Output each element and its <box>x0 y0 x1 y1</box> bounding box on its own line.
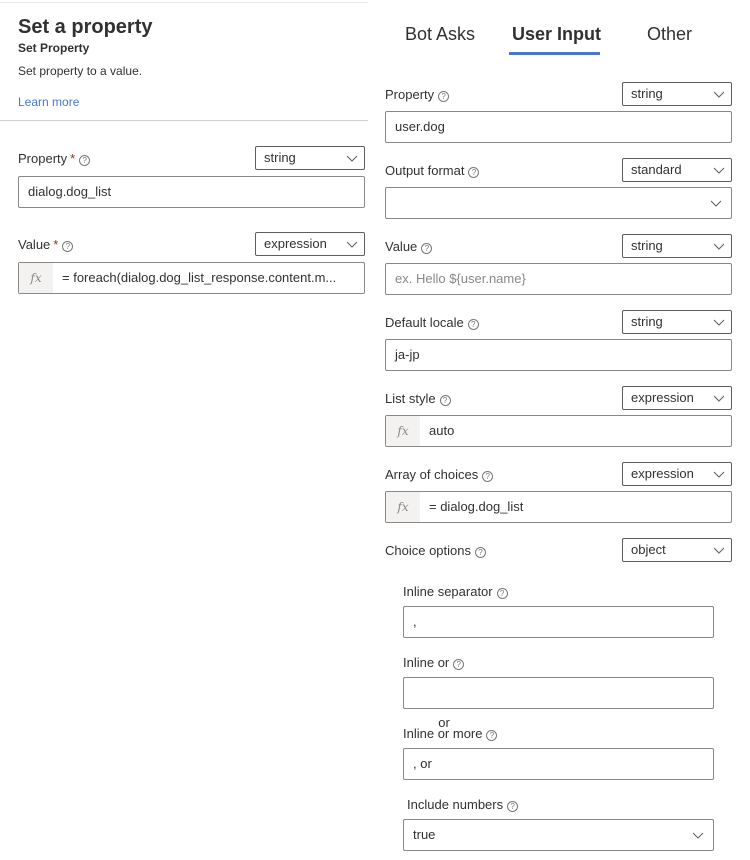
value-expression-input[interactable] <box>18 262 365 294</box>
inline-separator-label-text: Inline separator <box>403 584 493 599</box>
user-property-input[interactable] <box>385 111 732 143</box>
default-locale-input[interactable] <box>385 339 732 371</box>
chevron-down-icon <box>693 830 703 840</box>
user-property-label <box>385 87 449 103</box>
chevron-down-icon <box>714 165 724 175</box>
output-format-label-text: Output format <box>385 163 465 178</box>
help-icon[interactable]: ? <box>497 588 508 599</box>
header-divider <box>0 120 368 121</box>
output-format-type-dropdown[interactable] <box>622 158 732 182</box>
help-icon[interactable]: ? <box>421 243 432 254</box>
default-locale-label <box>385 315 479 331</box>
choice-options-label-text: Choice options <box>385 543 471 558</box>
include-numbers-dropdown[interactable] <box>403 819 714 851</box>
property-label <box>18 151 90 167</box>
include-numbers-label-text: Include numbers <box>407 797 504 812</box>
output-format-type-value: standard <box>631 162 682 177</box>
help-icon[interactable]: ? <box>79 155 90 166</box>
chevron-down-icon <box>714 241 724 251</box>
active-tab-indicator <box>509 52 600 55</box>
help-icon[interactable]: ? <box>468 167 479 178</box>
include-numbers-label <box>407 797 518 813</box>
user-value-input[interactable] <box>385 263 732 295</box>
inline-or-label <box>403 655 464 671</box>
property-type-dropdown[interactable] <box>255 146 365 170</box>
tab-bar <box>385 0 730 60</box>
list-style-type-dropdown[interactable] <box>622 386 732 410</box>
tab-other[interactable]: Other <box>647 24 693 44</box>
help-icon[interactable]: ? <box>475 547 486 558</box>
value-expression-text: = foreach(dialog.dog_list_response.content.m... <box>62 270 337 285</box>
help-icon[interactable]: ? <box>468 319 479 330</box>
fx-icon: fx <box>386 416 420 446</box>
inline-or-more-value: , or <box>413 756 432 771</box>
inline-or-more-label-text: Inline or more <box>403 726 483 741</box>
set-property-panel <box>0 0 368 860</box>
property-label-text: Property <box>18 151 68 166</box>
user-property-input-value: user.dog <box>395 119 445 134</box>
default-locale-type-dropdown[interactable] <box>622 310 732 334</box>
fx-icon: fx <box>19 263 53 293</box>
list-style-value: auto <box>429 423 455 438</box>
inline-or-value: or <box>434 715 450 730</box>
array-of-choices-type-value: expression <box>631 466 694 481</box>
output-format-dropdown[interactable] <box>385 187 732 219</box>
value-type-value: expression <box>264 236 327 251</box>
user-value-label-text: Value <box>385 239 418 254</box>
choice-options-type-value: object <box>631 542 666 557</box>
tab-user-input[interactable]: User Input <box>512 24 602 44</box>
inline-separator-input[interactable] <box>403 606 714 638</box>
chevron-down-icon <box>714 545 724 555</box>
chevron-down-icon <box>714 469 724 479</box>
array-of-choices-label <box>385 467 493 483</box>
user-value-type-dropdown[interactable] <box>622 234 732 258</box>
inline-or-input[interactable] <box>403 677 714 730</box>
help-icon[interactable]: ? <box>482 471 493 482</box>
user-value-placeholder: ex. Hello ${user.name} <box>395 271 526 286</box>
help-icon[interactable]: ? <box>440 395 451 406</box>
output-format-label <box>385 163 479 179</box>
list-style-type-value: expression <box>631 390 694 405</box>
page-subtitle: Set Property <box>18 41 90 55</box>
list-style-label-text: List style <box>385 391 436 406</box>
choice-options-type-dropdown[interactable] <box>622 538 732 562</box>
fx-icon: fx <box>386 492 420 522</box>
chevron-down-icon <box>711 198 721 208</box>
default-locale-value: ja-jp <box>395 347 420 362</box>
property-type-value: string <box>264 150 296 165</box>
learn-more-link[interactable]: Learn more <box>18 95 80 109</box>
inline-or-more-input[interactable] <box>403 748 714 780</box>
chevron-down-icon <box>714 89 724 99</box>
chevron-down-icon <box>714 317 724 327</box>
array-of-choices-type-dropdown[interactable] <box>622 462 732 486</box>
choice-options-label <box>385 543 486 559</box>
array-of-choices-expression-input[interactable] <box>385 491 732 523</box>
required-marker: * <box>53 237 59 252</box>
user-property-type-dropdown[interactable] <box>622 82 732 106</box>
chevron-down-icon <box>714 393 724 403</box>
page-description: Set property to a value. <box>18 64 143 78</box>
include-numbers-value: true <box>413 827 436 842</box>
chevron-down-icon <box>347 153 357 163</box>
user-property-type-value: string <box>631 86 663 101</box>
user-property-label-text: Property <box>385 87 435 102</box>
help-icon[interactable]: ? <box>438 91 449 102</box>
help-icon[interactable]: ? <box>486 730 497 741</box>
top-divider <box>0 2 368 3</box>
required-marker: * <box>70 151 76 166</box>
tab-bot-asks[interactable]: Bot Asks <box>405 24 476 44</box>
value-type-dropdown[interactable] <box>255 232 365 256</box>
page-title: Set a property <box>18 16 153 38</box>
inline-or-label-text: Inline or <box>403 655 450 670</box>
help-icon[interactable]: ? <box>453 659 464 670</box>
list-style-label <box>385 391 451 407</box>
help-icon[interactable]: ? <box>507 801 518 812</box>
inline-separator-label <box>403 584 508 600</box>
default-locale-label-text: Default locale <box>385 315 464 330</box>
user-value-label <box>385 239 432 255</box>
panel-header <box>18 14 152 111</box>
help-icon[interactable]: ? <box>62 241 73 252</box>
property-input[interactable] <box>18 176 365 208</box>
list-style-expression-input[interactable] <box>385 415 732 447</box>
property-input-value: dialog.dog_list <box>28 184 112 199</box>
inline-separator-value: , <box>413 614 417 629</box>
chevron-down-icon <box>347 239 357 249</box>
default-locale-type-value: string <box>631 314 663 329</box>
value-label <box>18 237 73 253</box>
array-of-choices-value: = dialog.dog_list <box>429 499 524 514</box>
value-label-text: Value <box>18 237 51 252</box>
inline-or-more-label <box>403 726 497 742</box>
array-of-choices-label-text: Array of choices <box>385 467 479 482</box>
user-value-type-value: string <box>631 238 663 253</box>
